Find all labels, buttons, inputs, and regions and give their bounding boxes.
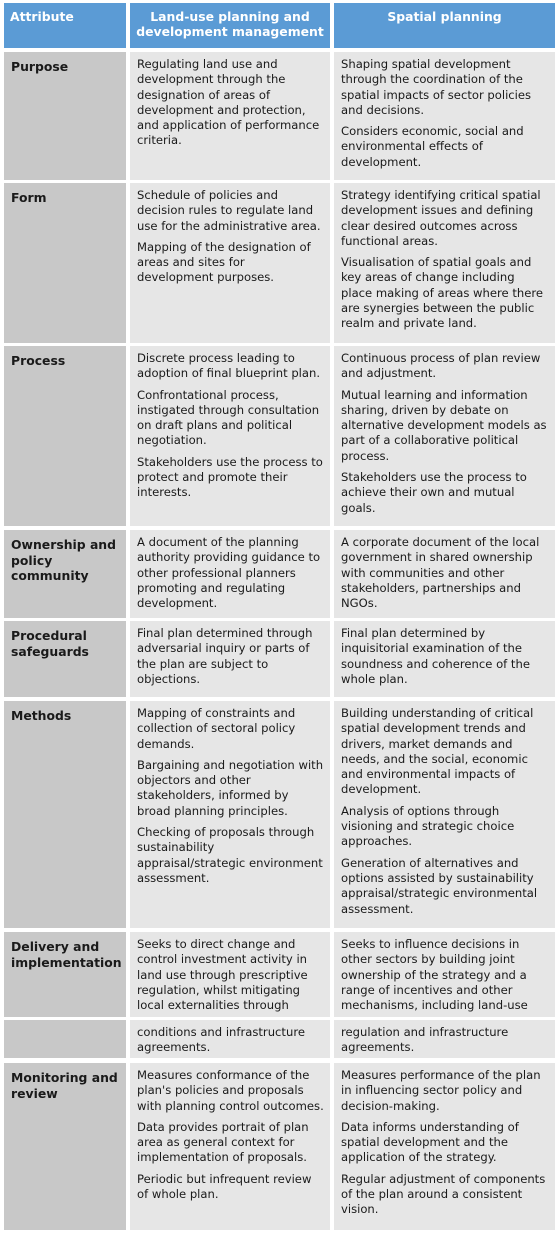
cell-paragraph: Regulating land use and development through the designation of areas of development and protection, and application of performance criteria. <box>137 57 320 148</box>
row-attribute-form: Form <box>4 183 126 343</box>
cell-paragraph: A corporate document of the local government in shared ownership with communities and other stakeholders, partnerships and NGOs. <box>341 535 540 611</box>
header-landuse: Land-use planning and development management <box>130 3 330 48</box>
row-attribute-ownership: Ownership and policy community <box>4 530 126 618</box>
cell-paragraph: Continuous process of plan review and adjustment. <box>341 351 541 381</box>
row-landuse-monitoring <box>130 1063 330 1230</box>
cell-paragraph: Checking of proposals through sustainability appraisal/strategic environment assessment. <box>137 825 323 885</box>
cell-paragraph: Bargaining and negotiation with objectors and other stakeholders, informed by broad planning principles. <box>137 757 324 818</box>
cell-paragraph: Mutual learning and information sharing, driven by debate on alternative development models as part of a collaborative political process. <box>341 387 547 463</box>
cell-paragraph: Seeks to influence decisions in other sectors by building joint ownership of the strategy and a range of incentives and other mechanisms, including land-use <box>341 937 528 1013</box>
cell-paragraph: Confrontational process, instigated through consultation on draft plans and political negotiation. <box>137 387 320 448</box>
cell-paragraph: Mapping of constraints and collection of sectoral policy demands. <box>137 706 296 751</box>
cell-paragraph: Measures performance of the plan in influencing sector policy and decision-making. <box>341 1068 541 1113</box>
cell-paragraph: Mapping of the designation of areas and sites for development purposes. <box>137 239 311 285</box>
row-spatial-methods <box>334 701 555 928</box>
cell-paragraph: Building understanding of critical spatial development trends and drivers, market demands and needs, and the social, economic and environmental impacts of development. <box>341 706 534 797</box>
row-attribute-purpose: Purpose <box>4 52 126 180</box>
cell-paragraph: Visualisation of spatial goals and key areas of change including place making of areas where there are synergies between the public realm and private land. <box>341 255 544 331</box>
row-spatial-delivery-continued <box>334 1020 555 1058</box>
header-attribute: Attribute <box>4 3 126 48</box>
cell-paragraph: Strategy identifying critical spatial development issues and defining clear desired outcomes across functional areas. <box>341 188 541 248</box>
row-attribute-delivery: Delivery and implementation <box>4 932 126 1017</box>
row-landuse-delivery <box>130 932 330 1017</box>
row-spatial-ownership <box>334 530 555 618</box>
cell-paragraph: Schedule of policies and decision rules to regulate land use for the administrative area. <box>137 188 321 233</box>
row-landuse-delivery-continued <box>130 1020 330 1058</box>
cell-paragraph: Data provides portrait of plan area as general context for implementation of proposals. <box>137 1119 309 1165</box>
cell-paragraph: Considers economic, social and environmental effects of development. <box>341 124 524 169</box>
cell-paragraph: Final plan determined through adversarial inquiry or parts of the plan are subject to objections. <box>137 626 313 686</box>
cell-paragraph: Shaping spatial development through the coordination of the spatial impacts of sector policies and decisions. <box>341 57 532 117</box>
cell-paragraph: Generation of alternatives and options assisted by sustainability appraisal/strategic environmental assessment. <box>341 855 538 916</box>
cell-paragraph: Periodic but infrequent review of whole plan. <box>137 1171 312 1202</box>
cell-paragraph: Stakeholders use the process to protect and promote their interests. <box>137 454 323 500</box>
cell-paragraph: Discrete process leading to adoption of final blueprint plan. <box>137 351 321 381</box>
row-landuse-safeguards <box>130 621 330 697</box>
row-landuse-purpose <box>130 52 330 180</box>
row-attribute-safeguards: Procedural safeguards <box>4 621 126 697</box>
header-spatial: Spatial planning <box>334 3 555 48</box>
cell-paragraph: regulation and infrastructure agreements. <box>341 1025 509 1055</box>
cell-paragraph: Analysis of options through visioning and strategic choice approaches. <box>341 803 515 849</box>
row-landuse-process <box>130 346 330 526</box>
row-attribute-monitoring: Monitoring and review <box>4 1063 126 1230</box>
cell-paragraph: Data informs understanding of spatial development and the application of the strategy. <box>341 1119 519 1165</box>
cell-paragraph: Stakeholders use the process to achieve their own and mutual goals. <box>341 470 527 515</box>
row-spatial-monitoring <box>334 1063 555 1230</box>
row-attribute-process: Process <box>4 346 126 526</box>
row-attribute-methods: Methods <box>4 701 126 928</box>
row-landuse-methods <box>130 701 330 928</box>
cell-paragraph: A document of the planning authority providing guidance to other professional planners promoting and regulating development. <box>137 535 321 611</box>
row-spatial-safeguards <box>334 621 555 697</box>
row-spatial-process <box>334 346 555 526</box>
row-attribute-delivery-continued <box>4 1020 126 1058</box>
cell-paragraph: Seeks to direct change and control investment activity in land use through prescriptive regulation, whilst mitigating local externalities through <box>137 937 308 1013</box>
cell-paragraph: Regular adjustment of components of the plan around a consistent vision. <box>341 1171 546 1217</box>
row-spatial-purpose <box>334 52 555 180</box>
cell-paragraph: conditions and infrastructure agreements. <box>137 1025 305 1055</box>
row-spatial-delivery <box>334 932 555 1017</box>
row-landuse-ownership <box>130 530 330 618</box>
row-landuse-form <box>130 183 330 343</box>
cell-paragraph: Measures conformance of the plan's policies and proposals with planning control outcomes. <box>137 1068 324 1113</box>
row-spatial-form <box>334 183 555 343</box>
cell-paragraph: Final plan determined by inquisitorial examination of the soundness and coherence of the whole plan. <box>341 626 530 686</box>
